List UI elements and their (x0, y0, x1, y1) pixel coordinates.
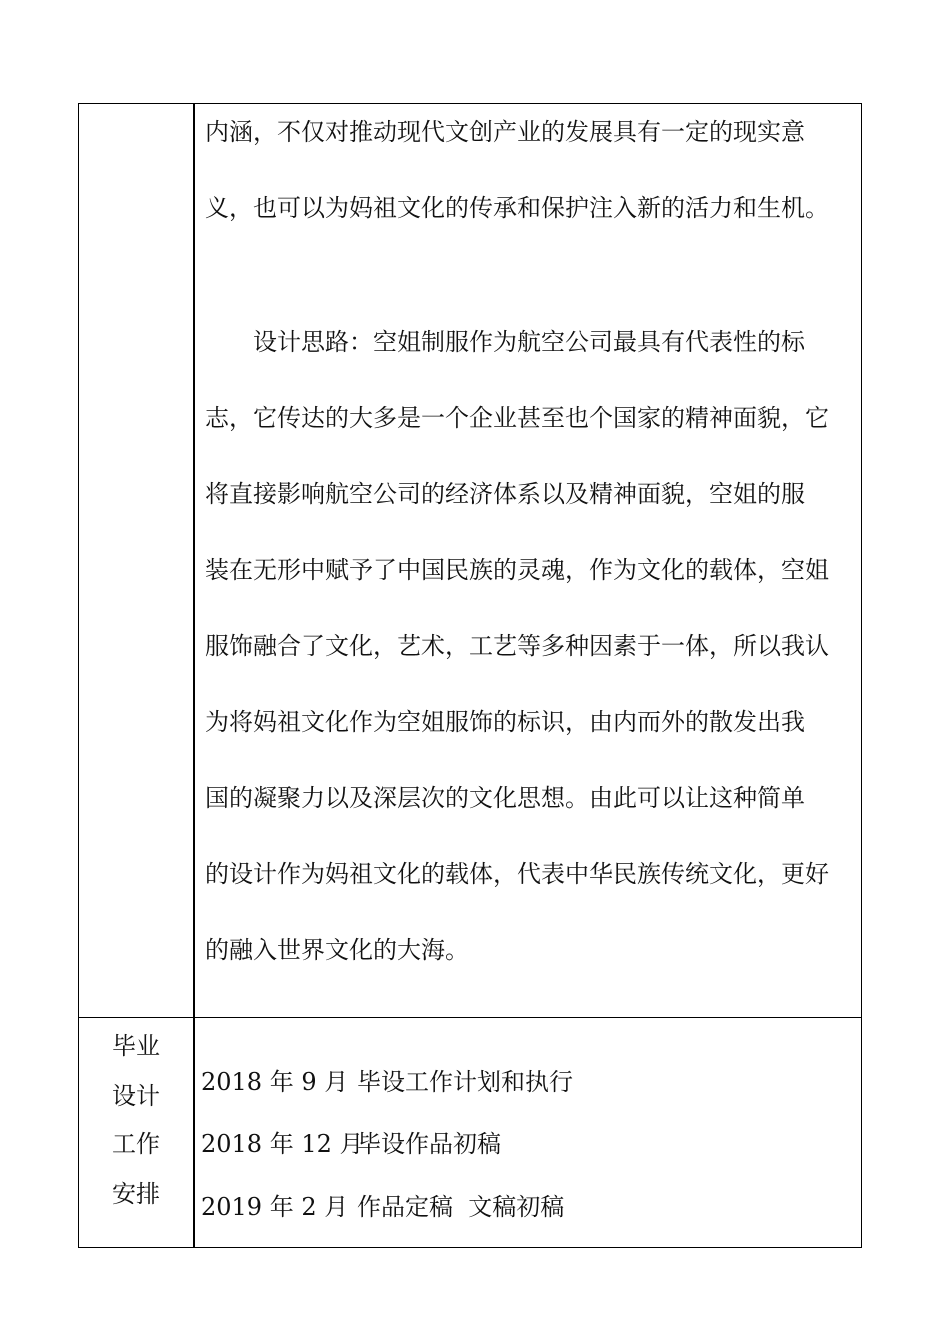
design-line: 将直接影响航空公司的经济体系以及精神面貌，空姐的服 (205, 480, 805, 508)
schedule-task: 毕设工作计划和执行 (357, 1068, 573, 1096)
design-line: 服饰融合了文化，艺术，工艺等多种因素于一体，所以我认 (205, 632, 829, 660)
column-divider (193, 1018, 195, 1247)
schedule-cell (201, 1018, 851, 1247)
schedule-row (79, 1018, 861, 1247)
design-line: 为将妈祖文化作为空姐服饰的标识，由内而外的散发出我 (205, 708, 805, 736)
form-table (78, 103, 862, 1248)
schedule-label: 毕业 (112, 1032, 160, 1060)
schedule-item (201, 1129, 501, 1159)
design-line: 国的凝聚力以及深层次的文化思想。由此可以让这种简单 (205, 784, 805, 812)
design-line: 志，它传达的大多是一个企业甚至也个国家的精神面貌，它 (205, 404, 829, 432)
schedule-task: 作品定稿 文稿初稿 (357, 1193, 565, 1221)
schedule-date: 2019 年 2 月 (201, 1193, 349, 1221)
schedule-label-cell (79, 1018, 193, 1247)
schedule-item (201, 1067, 573, 1097)
schedule-task: 毕设作品初稿 (357, 1130, 501, 1158)
column-divider (193, 104, 195, 1017)
design-line: 设计思路：空姐制服作为航空公司最具有代表性的标 (253, 328, 805, 356)
schedule-label: 安排 (112, 1180, 160, 1208)
intro-line: 内涵，不仅对推动现代文创产业的发展具有一定的现实意 (205, 118, 805, 146)
design-line: 的设计作为妈祖文化的载体，代表中华民族传统文化，更好 (205, 860, 829, 888)
schedule-date: 2018 年 9 月 (201, 1068, 349, 1096)
description-row (79, 104, 861, 1018)
schedule-label: 设计 (112, 1082, 160, 1110)
schedule-item (201, 1192, 564, 1222)
design-line: 装在无形中赋予了中国民族的灵魂，作为文化的载体，空姐 (205, 556, 829, 584)
schedule-label: 工作 (112, 1130, 160, 1158)
schedule-date: 2018 年 12 月 (201, 1130, 364, 1158)
design-line: 的融入世界文化的大海。 (205, 936, 469, 964)
intro-line: 义，也可以为妈祖文化的传承和保护注入新的活力和生机。 (205, 194, 829, 222)
